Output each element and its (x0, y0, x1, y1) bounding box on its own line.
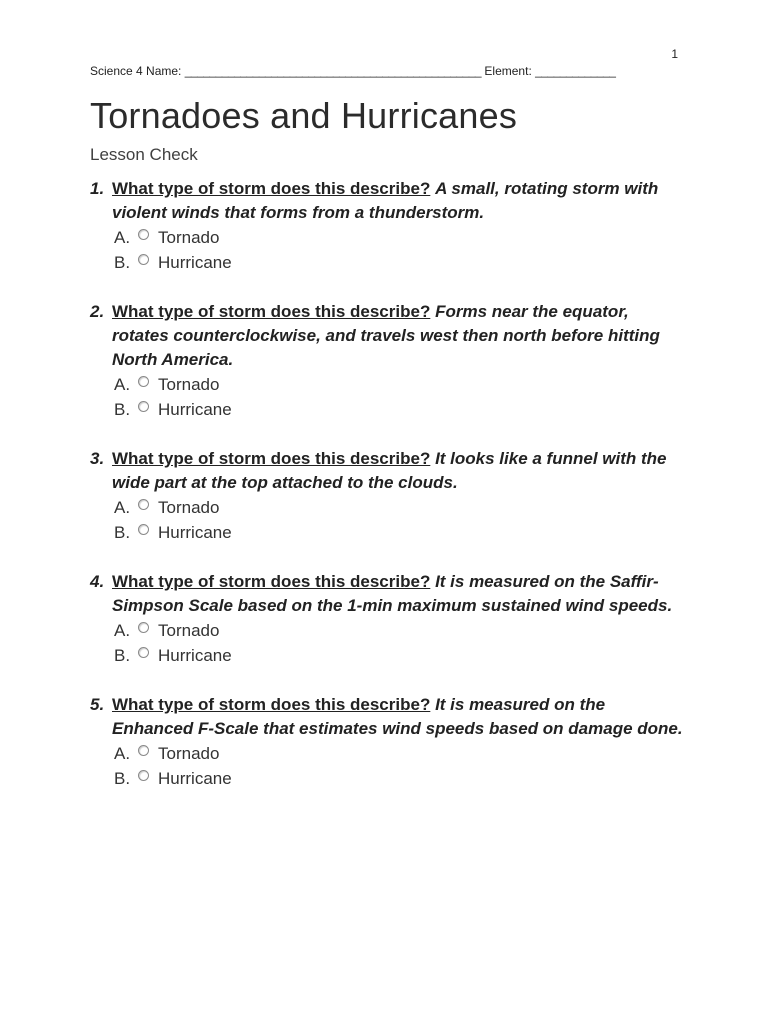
name-field[interactable]: ________________________________________________ (184, 64, 482, 78)
question-number: 5. (90, 695, 105, 714)
option-letter: A. (114, 498, 131, 517)
option-letter: A. (114, 375, 131, 394)
question-number: 4. (90, 572, 105, 591)
name-label: Science 4 Name: (90, 64, 182, 78)
radio-button[interactable] (138, 647, 149, 658)
question-prompt: What type of storm does this describe? (112, 695, 431, 714)
option-b[interactable] (90, 643, 690, 668)
option-label: Hurricane (158, 646, 232, 665)
radio-button[interactable] (138, 254, 149, 265)
option-letter: B. (114, 400, 131, 419)
option-label: Tornado (158, 375, 220, 394)
option-a[interactable] (90, 618, 690, 643)
radio-button[interactable] (138, 499, 149, 510)
radio-button[interactable] (138, 622, 149, 633)
option-label: Tornado (158, 621, 220, 640)
option-letter: A. (114, 744, 131, 763)
question-text (90, 570, 690, 618)
option-letter: B. (114, 646, 131, 665)
option-label: Hurricane (158, 523, 232, 542)
option-b[interactable] (90, 250, 690, 275)
question-prompt: What type of storm does this describe? (112, 302, 431, 321)
radio-button[interactable] (138, 770, 149, 781)
question-4 (90, 570, 690, 668)
question-description: It is measured on the Saffir-Simpson Scale based on the 1-min maximum sustained wind speeds. (112, 572, 673, 615)
option-letter: A. (114, 228, 131, 247)
radio-button[interactable] (138, 524, 149, 535)
option-label: Tornado (158, 498, 220, 517)
question-text (90, 693, 690, 741)
question-prompt: What type of storm does this describe? (112, 449, 431, 468)
radio-button[interactable] (138, 401, 149, 412)
option-label: Tornado (158, 228, 220, 247)
radio-button[interactable] (138, 745, 149, 756)
option-a[interactable] (90, 495, 690, 520)
page-subtitle: Lesson Check (90, 145, 198, 164)
radio-button[interactable] (138, 376, 149, 387)
element-field[interactable]: _____________ (535, 64, 616, 78)
option-b[interactable] (90, 766, 690, 791)
option-letter: B. (114, 769, 131, 788)
question-5 (90, 693, 690, 791)
page-number: 1 (671, 47, 678, 61)
option-label: Tornado (158, 744, 220, 763)
option-label: Hurricane (158, 400, 232, 419)
question-text (90, 177, 690, 225)
option-a[interactable] (90, 225, 690, 250)
option-a[interactable] (90, 372, 690, 397)
option-letter: B. (114, 523, 131, 542)
radio-button[interactable] (138, 229, 149, 240)
question-number: 3. (90, 449, 105, 468)
question-list (90, 177, 690, 816)
option-label: Hurricane (158, 253, 232, 272)
question-number: 1. (90, 179, 105, 198)
option-letter: A. (114, 621, 131, 640)
option-b[interactable] (90, 520, 690, 545)
question-text (90, 300, 690, 372)
question-description: A small, rotating storm with violent winds that forms from a thunderstorm. (112, 179, 659, 222)
question-description: It looks like a funnel with the wide part at the top attached to the clouds. (112, 449, 667, 492)
option-letter: B. (114, 253, 131, 272)
question-3 (90, 447, 690, 545)
question-2 (90, 300, 690, 422)
option-label: Hurricane (158, 769, 232, 788)
question-prompt: What type of storm does this describe? (112, 572, 431, 591)
element-label: Element: (484, 64, 532, 78)
question-number: 2. (90, 302, 105, 321)
page-title: Tornadoes and Hurricanes (90, 95, 518, 136)
question-description: It is measured on the Enhanced F-Scale that estimates wind speeds based on damage done. (112, 695, 683, 738)
question-1 (90, 177, 690, 275)
worksheet-header (90, 64, 678, 78)
option-a[interactable] (90, 741, 690, 766)
option-b[interactable] (90, 397, 690, 422)
question-description: Forms near the equator, rotates counterclockwise, and travels west then north before hitting North America. (112, 302, 660, 369)
question-prompt: What type of storm does this describe? (112, 179, 431, 198)
question-text (90, 447, 690, 495)
